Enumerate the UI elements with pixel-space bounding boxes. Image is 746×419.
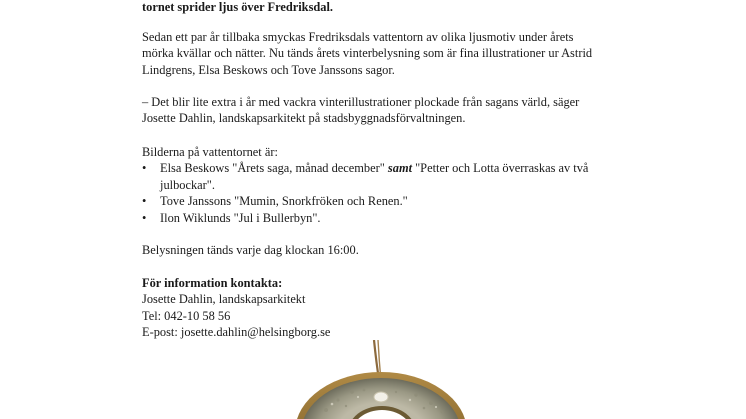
list-item-text-a: Elsa Beskows "Årets saga, månad december" (160, 161, 388, 176)
intro-paragraph: Sedan ett par år tillbaka smyckas Fredriksdals vattentorn av olika ljusmotiv under årets mörka kvällar och nätter. Nu tänds årets vinterbelysning som är fina illustrationer ur Astrid Lindgrens, Elsa Beskows och Tove Janssons sagor. (142, 30, 593, 77)
contact-email: E-post: josette.dahlin@helsingborg.se (142, 325, 331, 340)
lighting-time: Belysningen tänds varje dag klockan 16:00. (142, 243, 359, 257)
wreath-ornament-icon (286, 340, 476, 419)
contact-block (142, 275, 612, 341)
wreath-ornament-photo (286, 340, 476, 419)
list-item-italic: samt (387, 161, 413, 176)
contact-phone: Tel: 042-10 58 56 (142, 308, 231, 323)
list-item-text-b: "Petter och Lotta överraskas av två julbockar". (160, 161, 589, 192)
list-item: • Ilon Wiklunds "Jul i Bullerbyn". (142, 210, 612, 226)
list-intro: Bilderna på vattentornet är: (142, 145, 278, 159)
image-list-section (142, 144, 612, 226)
illustration-list (142, 160, 612, 226)
list-item (142, 160, 612, 193)
lead-fragment: tornet sprider ljus över Fredriksdal. (142, 0, 334, 14)
contact-heading: För information kontakta: (142, 276, 283, 290)
list-item: • Tove Janssons "Mumin, Snorkfröken och Renen." (142, 193, 612, 209)
quote-paragraph: – Det blir lite extra i år med vackra vinterillustrationer plockade från sagans värld, säger Josette Dahlin, landskapsarkitekt på stadsbyggnadsförvaltningen. (142, 95, 580, 126)
contact-name: Josette Dahlin, landskapsarkitekt (142, 292, 306, 307)
